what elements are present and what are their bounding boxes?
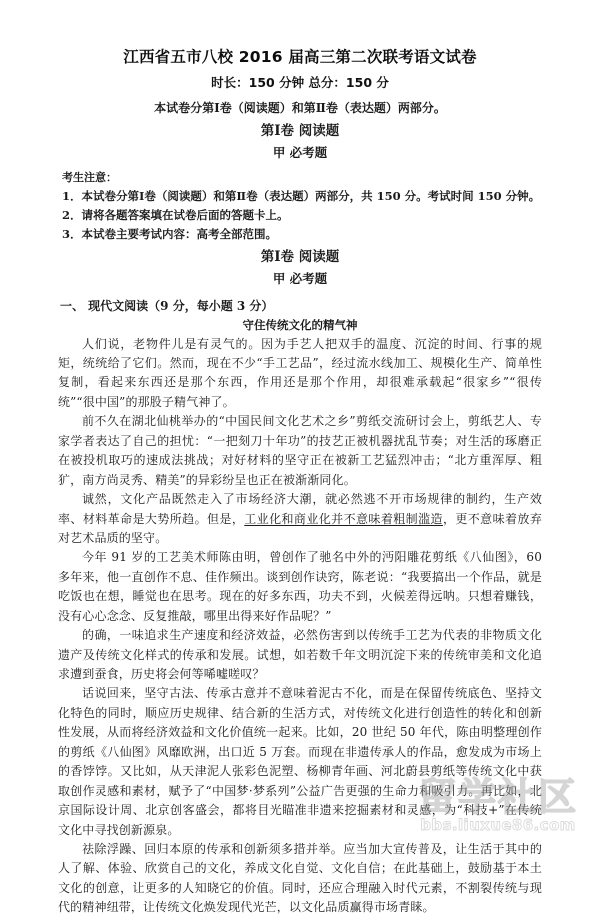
- article-paragraph: 今年 91 岁的工艺美术师陈由明，曾创作了驰名中外的沔阳雕花剪纸《八仙图》，60 多年来，他一直创作不息、佳作频出。谈到创作诀窍，陈老说：“我要搞出一个作品，就是吃饭也在想，睡觉也在思考。现在的好多东西，功夫不到，火候差得远呐。只想着赚钱，没有心心念念、反复推敲，哪里出得来好作品呢？”: [58, 550, 542, 623]
- underlined-claim: 工业化和商业化并不意味着粗制滥造: [244, 511, 443, 526]
- paper-subheading: 甲 必考题: [272, 270, 328, 286]
- article-paragraph: 的确，一味追求生产速度和经济效益，必然伤害到以传统手工艺为代表的非物质文化遗产及传统文化样式的传承和发展。试想，如若数千年文明沉淀下来的传统审美和文化追求遭到蚕食，历史将会何等唏嘘嗟叹？: [58, 628, 542, 682]
- page-title: 江西省五市八校 2016 届高三第二次联考语文试卷: [123, 48, 477, 66]
- article-paragraph: 祛除浮躁、回归本原的传承和创新须多措并举。应当加大宣传普及，让生活于其中的人了解、体验、欣赏自己的文化，养成文化自觉、文化自信；在此基础上，鼓励基于本土文化的创意，让更多的人知晓它的价值。同时，还应合理融入时代元素，不割裂传统与现代的精神纽带，让传统文化焕发现代光芒，以文化品质赢得市场青睐。: [58, 841, 542, 915]
- exam-duration-score-line: 时长：150 分钟 总分：150 分: [211, 75, 389, 91]
- paper-structure-line: 本试卷分第Ⅰ卷（阅读题）和第Ⅱ卷（表达题）两部分。: [154, 101, 446, 115]
- candidate-notice-item: 3．本试卷主要考试内容：高考全部范围。: [62, 226, 277, 241]
- watermark-url-text: bbs.liuxue86.com: [420, 815, 576, 834]
- article-paragraph: 话说回来，坚守古法、传承古意并不意味着泥古不化，而是在保留传统底色、坚持文化特色的同时，顺应历史规律、结合新的生活方式，对传统文化进行创造性的转化和创新性发展，从而将经济效益和文化价值统一起来。比如，20 世纪 50 年代，陈由明整理创作的剪纸《八仙图》风靡欧洲，出口近 5 万套。而现在非遗传承人的作品，愈发成为市场上的香饽饽。又比如，从天津泥人张彩色泥塑、杨柳青年画、河北蔚县剪纸等传统文化中获取创作灵感和素材，赋予了“中国梦·梦系列”公益广告更强的生命力和吸引力。再比如，北京国际设计周、北京创客盛会，都将目光瞄准非遗来挖掘素材和灵感，为“科技+”在传统文化中寻找创新源泉。: [58, 686, 542, 837]
- paragraph-text-intro: 诚然，文化产品既然走入了市场经济大潮，就必然逃不开市场规律的制约，生产效率、: [58, 492, 542, 526]
- section-heading-modern-reading: 一、 现代文阅读（9 分，每小题 3 分）: [60, 299, 274, 314]
- article-paragraph-underlined: [58, 490, 542, 548]
- article-paragraph: 前不久在湖北仙桃举办的“中国民间文化艺术之乡”剪纸交流研讨会上，剪纸艺人、专家学者表达了自己的担忧：“一把刻刀十年功”的技艺正被机器扰乱节奏；对生活的琢磨正在被投机取巧的速成法挑战；对好材料的坚守正在被新工艺猛烈冲击；“北方重浑厚、粗犷，南方尚灵秀、精美”的异彩纷呈也正在被渐渐同化。: [58, 414, 542, 487]
- paragraph-text-after-underline: ，更不意味着放弃对艺术品质的坚守。: [58, 511, 543, 545]
- paper-subheading-top: 甲 必考题: [272, 144, 328, 160]
- candidate-notice-item: 1．本试卷分第Ⅰ卷（阅读题）和第Ⅱ卷（表达题）两部分，共 150 分。考试时间 150 分钟。: [62, 188, 541, 203]
- paragraph-text-before-underline: 材料革命是大势所趋。但是，: [82, 511, 245, 526]
- paper-heading: 第Ⅰ卷 阅读题: [260, 249, 340, 266]
- watermark-brand-text: 留学社区: [417, 774, 578, 819]
- article-title: 守住传统文化的精气神: [242, 318, 358, 333]
- paper-heading-top: 第Ⅰ卷 阅读题: [260, 123, 340, 140]
- article-paragraph: 人们说，老物件儿是有灵气的。因为手艺人把双手的温度、沉淀的时间、行事的规矩，统统给了它们。然而，现在不少“手工艺品”，经过流水线加工、规模化生产、简单性复制，看起来东西还是那个东西，作用还是那个作用，却很难承载起“很家乡”“很传 统”“很中国”的那股子精气神了。: [58, 336, 542, 409]
- candidate-notice-item: 2．请将各题答案填在试卷后面的答题卡上。: [62, 207, 289, 222]
- candidate-notice-heading: 考生注意：: [62, 171, 117, 185]
